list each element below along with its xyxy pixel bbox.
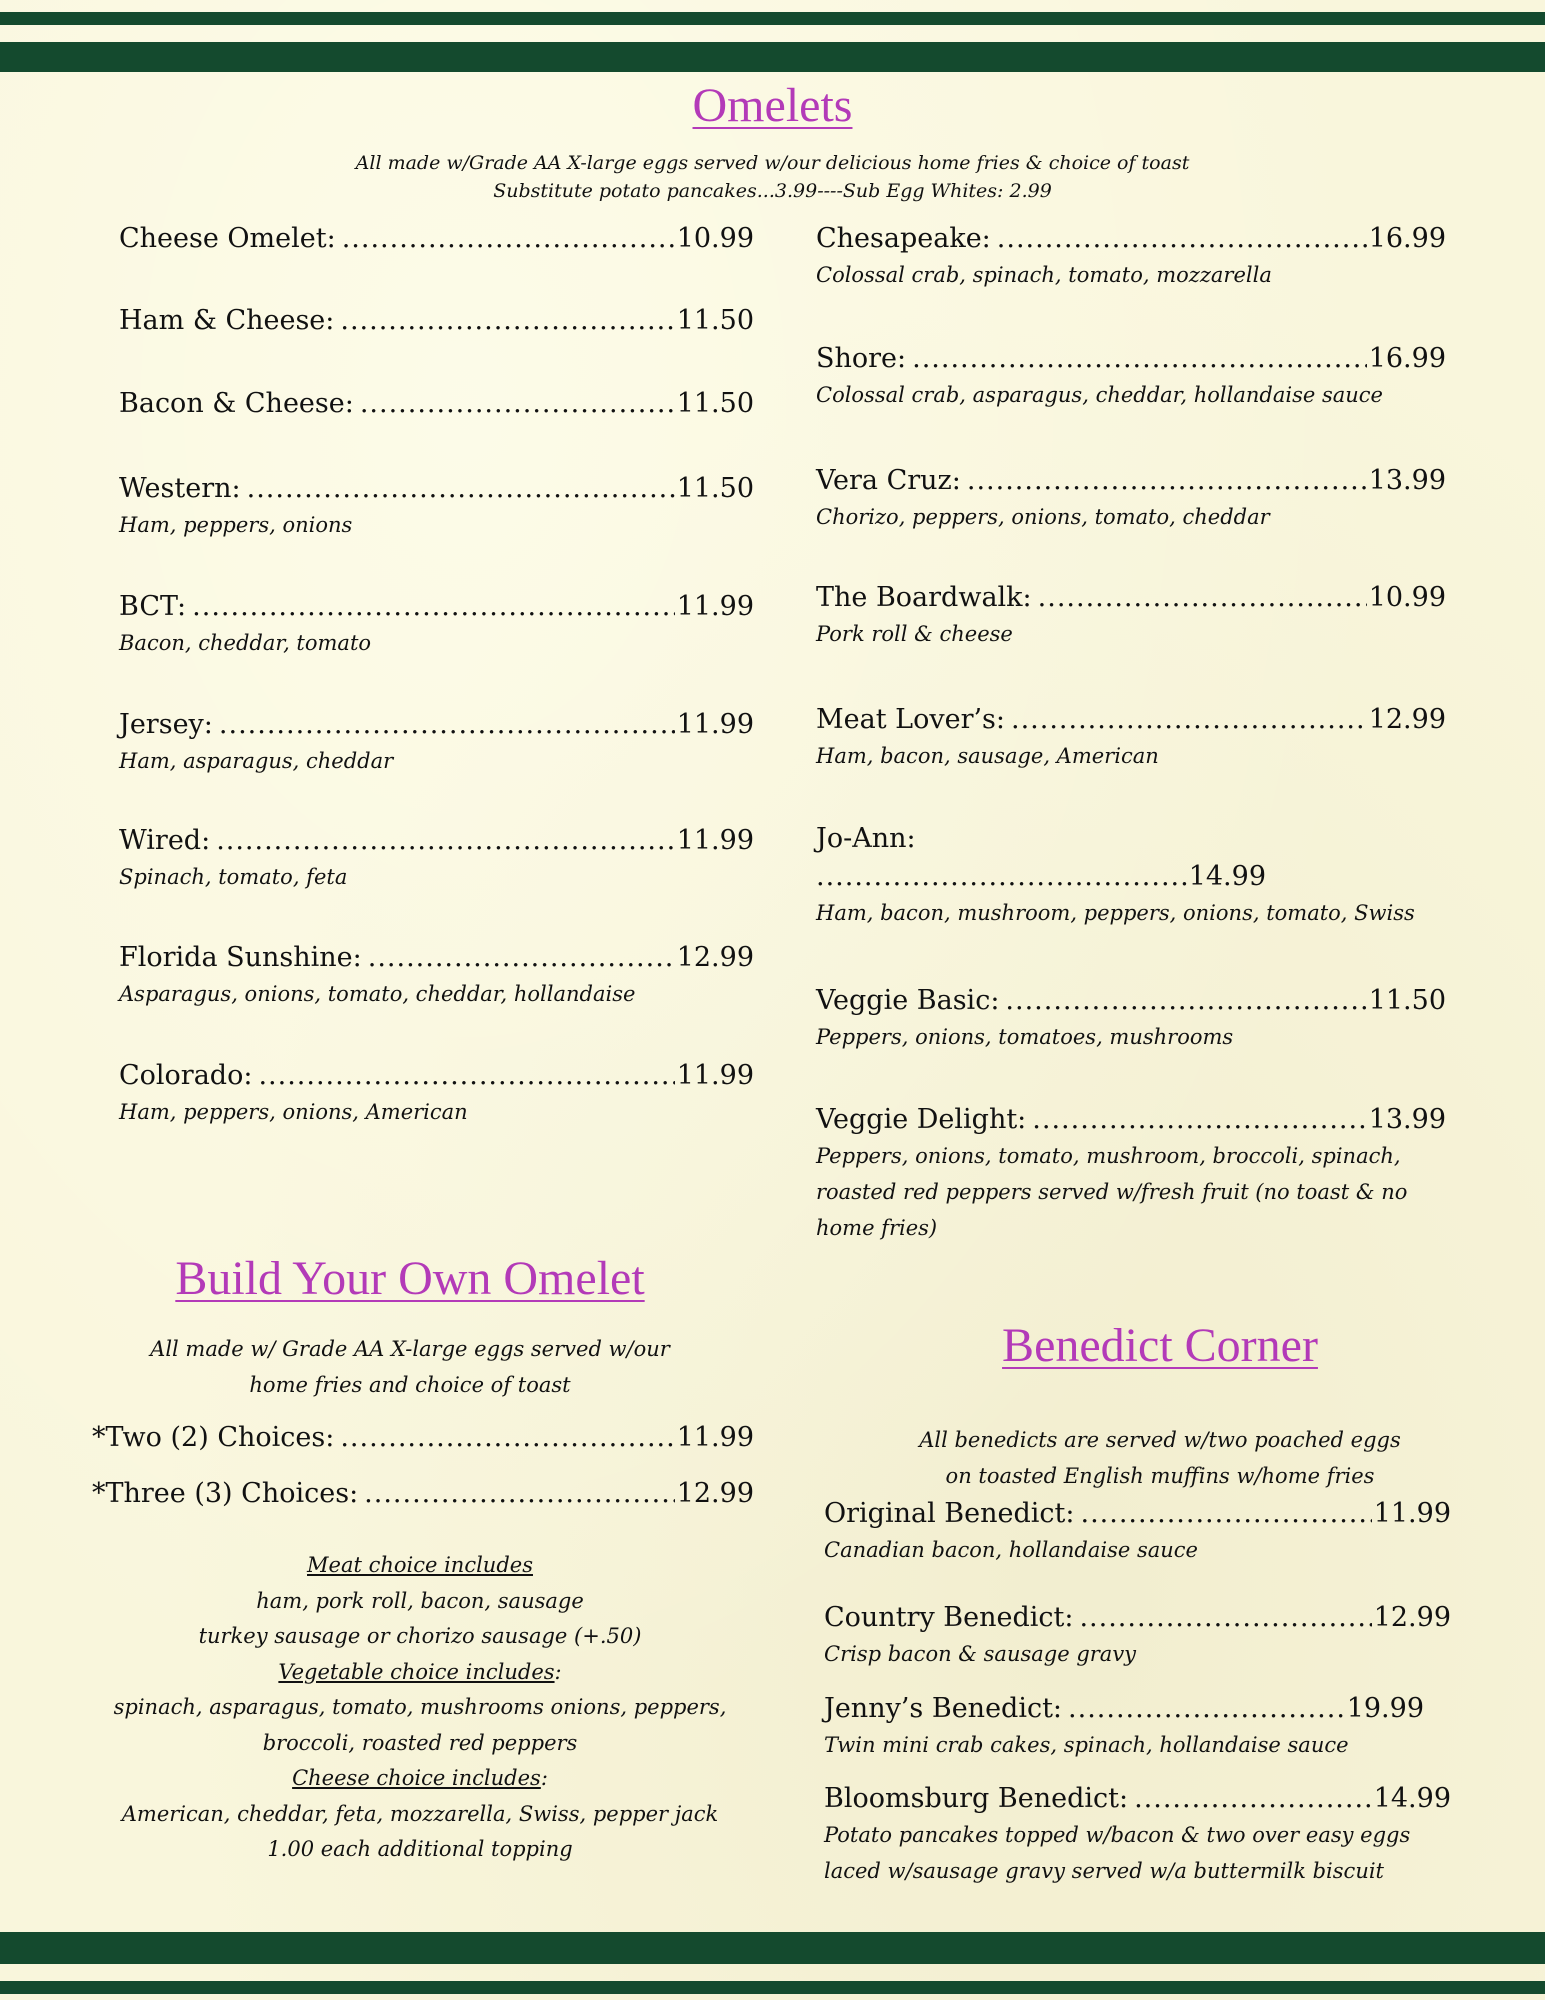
build-note-line-1: All made w/ Grade AA X-large eggs served w/our [150,1337,670,1361]
item-price: 11.99 [676,591,754,622]
menu-item-wired [119,823,754,895]
item-description: Colossal crab, spinach, tomato, mozzarella [816,263,1272,287]
item-price: 11.50 [676,388,754,419]
item-description: Peppers, onions, tomato, mushroom, broccoli, spinach, roasted red peppers served w/fresh fruit (no toast & no home fries) [816,1144,1408,1240]
item-description: Ham, peppers, onions, American [119,1100,468,1124]
menu-item-bloomsburg-benedict [824,1781,1451,1889]
item-price: 14.99 [1188,861,1266,892]
item-description: Colossal crab, asparagus, cheddar, hollandaise sauce [816,383,1383,407]
build-note-line-2: home fries and choice of toast [249,1373,571,1397]
menu-item-shore [816,341,1446,413]
item-price: 12.99 [676,1478,754,1509]
item-name: Vera Cruz: [816,465,961,496]
vegetable-heading: Vegetable choice includes: [278,1659,562,1684]
item-description: Bacon, cheddar, tomato [119,631,372,655]
item-price: 19.99 [1346,1693,1424,1724]
bottom-border-thin [0,1981,1545,1994]
item-price: 11.99 [676,825,754,856]
item-name: Ham & Cheese: [119,305,335,336]
menu-item-two-choices [92,1420,754,1456]
item-description: Asparagus, onions, tomato, cheddar, hollandaise [119,982,636,1006]
item-description: Potato pancakes topped w/bacon & two over easy eggs laced w/sausage gravy served w/a buttermilk biscuit [824,1823,1411,1883]
item-price: 12.99 [1368,704,1446,735]
omelets-note-line-1: All made w/Grade AA X-large eggs served w/our delicious home fries & choice of toast [355,152,1190,174]
item-name: Cheese Omelet: [119,223,336,254]
menu-item-bct [119,589,754,661]
extra-topping-line: 1.00 each additional topping [267,1837,573,1861]
item-name: Veggie Delight: [816,1104,1027,1135]
item-name: Florida Sunshine: [119,942,362,973]
item-price: 11.99 [676,709,754,740]
item-name: Jenny’s Benedict: [824,1693,1063,1724]
item-name: Veggie Basic: [816,985,1000,1016]
omelets-title: Omelets [692,79,853,132]
item-name: Jersey: [119,709,213,740]
menu-item-ham-cheese [119,303,754,339]
item-price: 11.99 [676,1422,754,1453]
menu-item-the-boardwalk [816,580,1446,652]
build-your-own-title: Build Your Own Omelet [175,1252,645,1305]
item-name: Meat Lover’s: [816,704,1006,735]
cheese-heading: Cheese choice includes: [292,1766,548,1790]
item-name: Original Benedict: [824,1498,1075,1529]
menu-item-jennys-benedict [824,1691,1424,1763]
item-description: Peppers, onions, tomatoes, mushrooms [816,1025,1234,1049]
item-price: 13.99 [1368,1104,1446,1135]
item-description: Ham, bacon, sausage, American [816,744,1159,768]
item-price: 16.99 [1368,343,1446,374]
item-description: Spinach, tomato, feta [119,865,348,889]
item-name: The Boardwalk: [816,582,1032,613]
item-price: 10.99 [676,223,754,254]
item-price: 11.99 [1373,1498,1451,1529]
menu-item-veggie-delight [816,1102,1446,1246]
item-name: Western: [119,473,241,504]
build-note [60,1331,760,1403]
item-name: Jo-Ann: [816,823,916,854]
item-name: BCT: [119,591,187,622]
bottom-border-thick [0,1932,1545,1964]
menu-item-bacon-cheese [119,386,754,422]
item-price: 11.50 [676,305,754,336]
meat-line-2: turkey sausage or chorizo sausage (+.50) [198,1624,642,1648]
top-border-thin [0,12,1545,25]
item-description: Twin mini crab cakes, spinach, hollandaise sauce [824,1733,1349,1757]
meat-line-1: ham, pork roll, bacon, sausage [256,1588,584,1613]
item-price: 11.50 [1368,985,1446,1016]
item-name: Colorado: [119,1060,253,1091]
menu-item-three-choices [92,1476,754,1512]
omelets-note-line-2: Substitute potato pancakes...3.99----Sub Egg Whites: 2.99 [493,180,1052,202]
menu-item-original-benedict [824,1496,1451,1568]
cheese-line: American, cheddar, feta, mozzarella, Swiss, pepper jack [121,1801,719,1826]
menu-item-colorado [119,1058,754,1130]
item-description: Canadian bacon, hollandaise sauce [824,1538,1198,1562]
menu-item-chesapeake [816,221,1446,293]
item-name: Shore: [816,343,907,374]
vegetable-line-1: spinach, asparagus, tomato, mushrooms onions, peppers, [113,1695,727,1719]
item-price: 10.99 [1368,582,1446,613]
vegetable-line-2: broccoli, roasted red peppers [262,1730,578,1755]
item-description: Crisp bacon & sausage gravy [824,1642,1137,1666]
item-description: Pork roll & cheese [816,622,1013,646]
menu-item-western [119,471,754,543]
menu-item-vera-cruz [816,463,1446,535]
menu-item-country-benedict [824,1600,1451,1672]
menu-item-jo-ann [816,821,1446,931]
item-name: Chesapeake: [816,223,991,254]
item-name: Bloomsburg Benedict: [824,1783,1129,1814]
top-border-thick [0,42,1545,72]
item-price: 11.50 [676,473,754,504]
item-price: 12.99 [676,942,754,973]
menu-item-florida-sunshine [119,940,754,1012]
menu-item-jersey [119,707,754,779]
menu-item-veggie-basic [816,983,1446,1055]
menu-item-meat-lovers [816,702,1446,774]
item-description: Ham, peppers, onions [119,513,353,537]
item-name: *Three (3) Choices: [92,1478,359,1509]
item-name: Country Benedict: [824,1602,1074,1633]
benedict-note [810,1422,1510,1494]
menu-item-cheese-omelet [119,221,754,257]
benedict-corner-title: Benedict Corner [1002,1319,1318,1372]
build-options [60,1548,780,1868]
item-name: Wired: [119,825,211,856]
item-name: Bacon & Cheese: [119,388,354,419]
item-price: 12.99 [1373,1602,1451,1633]
item-description: Ham, asparagus, cheddar [119,749,394,773]
item-description: Ham, bacon, mushroom, peppers, onions, tomato, Swiss [816,901,1415,925]
benedict-note-line-1: All benedicts are served w/two poached eggs [919,1428,1401,1452]
benedict-note-line-2: on toasted English muffins w/home fries [945,1464,1375,1488]
item-name: *Two (2) Choices: [92,1422,335,1453]
item-price: 13.99 [1368,465,1446,496]
item-price: 16.99 [1368,223,1446,254]
omelets-note [0,146,1545,208]
meat-heading: Meat choice includes [307,1553,533,1577]
item-price: 14.99 [1373,1783,1451,1814]
item-price: 11.99 [676,1060,754,1091]
item-description: Chorizo, peppers, onions, tomato, cheddar [816,505,1270,529]
